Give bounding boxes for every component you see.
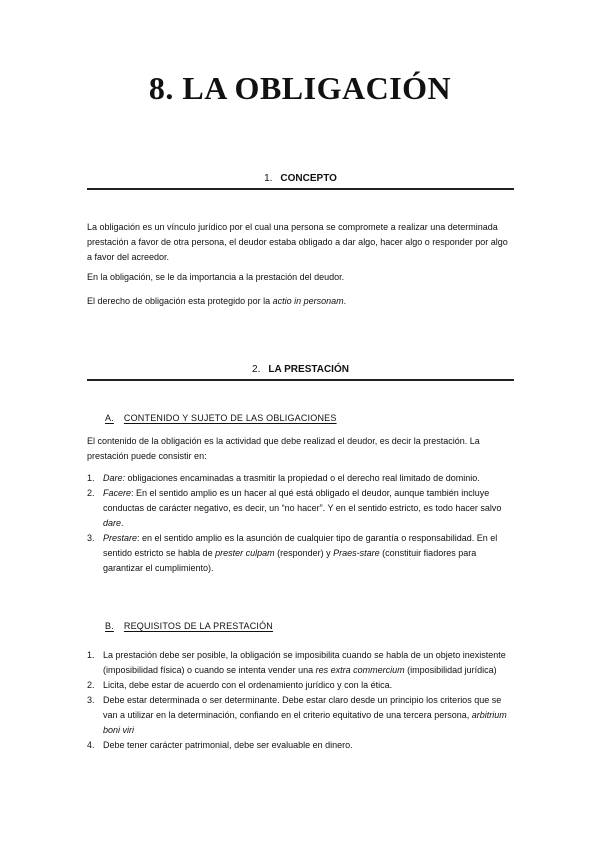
latin-term: dare	[103, 518, 122, 528]
list-item	[87, 678, 515, 693]
list-number: 3.	[87, 695, 95, 705]
list-item	[87, 648, 515, 678]
list-item	[87, 531, 515, 576]
list-item-text: (responder) y	[274, 548, 334, 558]
list-number: 3.	[87, 533, 95, 543]
latin-term: res extra commercium	[315, 665, 405, 675]
latin-term: Prestare	[103, 533, 138, 543]
list-item	[87, 486, 515, 531]
latin-term: Dare:	[103, 473, 126, 483]
section-label: LA PRESTACIÓN	[268, 364, 349, 375]
list-item	[87, 738, 515, 753]
latin-term: prester culpam	[215, 548, 275, 558]
contenido-list	[87, 471, 515, 576]
list-item-text: (imposibilidad jurídica)	[404, 665, 497, 675]
section-number: 2.	[252, 364, 261, 375]
list-item-text: (constituir fiadores para garantizar el cumplimiento).	[103, 548, 477, 573]
list-item-text: La prestación debe ser posible, la obligación se imposibilita cuando se habla de un objeto inexistente (imposibilidad física) o cuando se intenta vender una	[103, 650, 506, 675]
requisitos-list	[87, 648, 515, 753]
list-item-text: : En el sentido amplio es un hacer al qué está obligado el deudor, aunque también incluye conductas de carácter negativo, es decir, un “no hacer”. Y en el sentido estricto, es todo hacer salvo	[103, 488, 502, 513]
latin-term: Praes-stare	[333, 548, 380, 558]
subsection-letter: A.	[105, 413, 114, 423]
subsection-letter: B.	[105, 621, 114, 631]
list-number: 2.	[87, 488, 95, 498]
list-item	[87, 471, 515, 486]
concepto-paragraph-3	[87, 294, 515, 309]
list-item-text: obligaciones encaminadas a trasmitir la propiedad o el derecho real limitado de dominio.	[125, 473, 480, 483]
list-number: 1.	[87, 650, 95, 660]
list-number: 4.	[87, 740, 95, 750]
paragraph-text: El derecho de obligación esta protegido por la	[87, 296, 273, 306]
list-item-text: Licita, debe estar de acuerdo con el ordenamiento jurídico y con la ética.	[103, 680, 393, 690]
section-heading-concepto	[87, 173, 514, 190]
concepto-paragraph-1: La obligación es un vínculo jurídico por el cual una persona se compromete a realizar una determinada prestación a favor de otra persona, el deudor estaba obligado a dar algo, hacer algo o responder por algo a favor del acreedor.	[87, 222, 508, 262]
list-item-text: Debe estar determinada o ser determinante. Debe estar claro desde un principio los criterios que se van a utilizar en la determinación, confiando en el criterio equitativo de una tercera persona,	[103, 695, 502, 720]
list-item-text: .	[121, 518, 124, 528]
latin-term: arbitrium boni viri	[103, 710, 507, 735]
section-label: CONCEPTO	[280, 173, 337, 184]
list-item-text: : en el sentido amplio es la asunción de cualquier tipo de garantía o responsabilidad. En el sentido estricto se habla de	[103, 533, 498, 558]
subsection-label: CONTENIDO Y SUJETO DE LAS OBLIGACIONES	[123, 413, 337, 423]
paragraph-text: .	[343, 296, 347, 306]
section-heading-prestacion	[87, 364, 514, 381]
list-number: 1.	[87, 473, 95, 483]
contenido-intro: El contenido de la obligación es la actividad que debe realizad el deudor, es decir la prestación. La prestación puede consistir en:	[87, 436, 480, 461]
latin-term: Facere	[103, 488, 132, 498]
concepto-paragraph-2: En la obligación, se le da importancia a la prestación del deudor.	[87, 272, 345, 282]
list-number: 2.	[87, 680, 95, 690]
subsection-heading-requisitos	[105, 621, 273, 631]
subsection-label: REQUISITOS DE LA PRESTACIÓN	[123, 621, 274, 631]
section-number: 1.	[264, 173, 273, 184]
latin-term: actio in personam	[272, 296, 344, 306]
list-item-text: Debe tener carácter patrimonial, debe ser evaluable en dinero.	[103, 740, 353, 750]
subsection-heading-contenido	[105, 413, 337, 423]
page-title: 8. LA OBLIGACIÓN	[148, 70, 452, 106]
list-item	[87, 693, 515, 738]
